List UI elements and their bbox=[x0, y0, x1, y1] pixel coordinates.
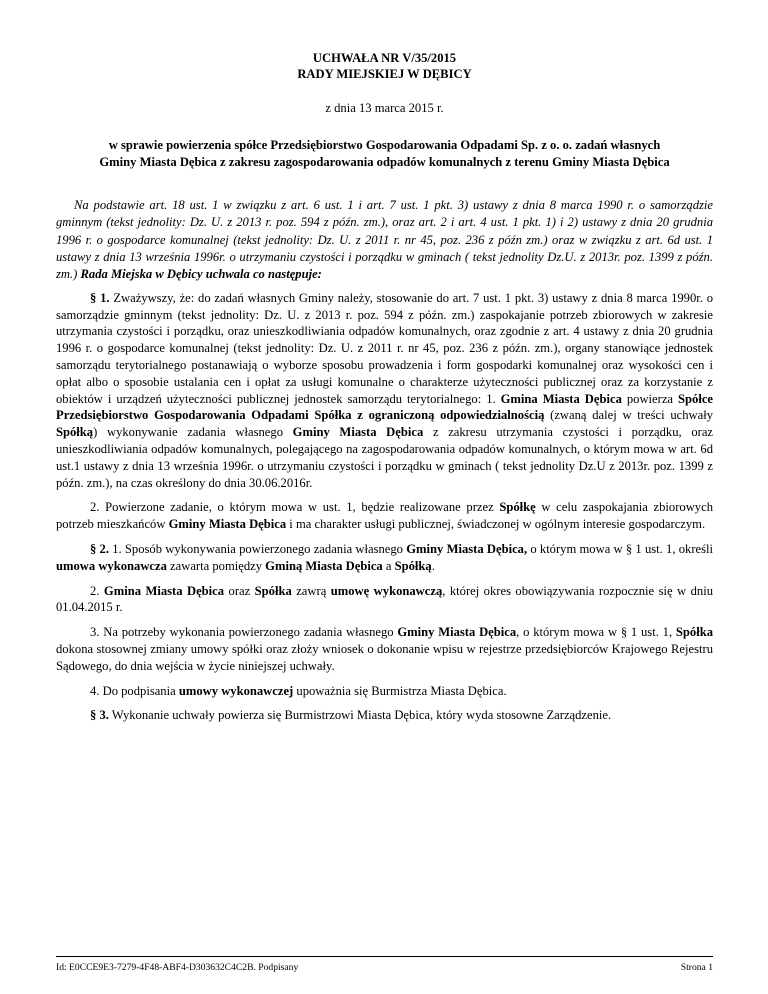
bold-text: umowę wykonawczą bbox=[330, 583, 443, 598]
resolution-title bbox=[56, 50, 713, 82]
section-2-marker: § 2. bbox=[90, 541, 109, 556]
council-name: RADY MIEJSKIEJ W DĘBICY bbox=[297, 67, 472, 81]
text: , o którym mowa w § 1 ust. 1, bbox=[516, 625, 676, 640]
bold-text: umowa wykonawcza bbox=[56, 558, 167, 573]
text: powierza bbox=[621, 391, 679, 406]
resolution-date: z dnia 13 marca 2015 r. bbox=[325, 101, 444, 115]
text: a bbox=[382, 558, 395, 573]
resolution-subject bbox=[56, 137, 713, 171]
bold-text: Spółką bbox=[56, 425, 94, 440]
text: zawarta pomiędzy bbox=[166, 558, 266, 573]
section-2-paragraph-4 bbox=[56, 683, 713, 700]
text: 2. bbox=[90, 583, 104, 598]
subject-line-2: Gminy Miasta Dębica z zakresu zagospodarowania odpadów komunalnych z terenu Gminy Miasta Dębica bbox=[99, 154, 670, 169]
bold-text: Spółką bbox=[394, 558, 432, 573]
text: 1. Sposób wykonywania powierzonego zadania własnego bbox=[108, 541, 407, 556]
text: dokona stosownej zmiany umowy spółki oraz złoży wniosek o dokonanie wpisu w rejestrze przedsiębiorców Krajowego Rejestru Sądowego, do dnia wejścia w życie niniejszej uchwały. bbox=[56, 641, 713, 673]
bold-text: Gminą Miasta Dębica bbox=[265, 558, 383, 573]
preamble-text: Na podstawie art. 18 ust. 1 w związku z art. 6 ust. 1 i art. 7 ust. 1 pkt. 3) ustawy z dnia 8 marca 1990 r. o samorządzie gminnym (tekst jednolity: Dz. U. z 2013 r. poz. 594 z późn. zm.), oraz art. 2 i art. 4 ust. 1 pkt. 1) i 2) ustawy z dnia 20 grudnia 1996 r. o gospodarce komunalnej (tekst jednolity: Dz. U. z 2011 r. nr 45, poz. 236 z późn zm.) oraz w związku z art. 6d ust. 1 ustawy z dnia 13 września 1996r. o utrzymaniu czystości i porządku w gminach ( tekst jednolity Dz.U. z 2013r. poz. 1399 z późn. zm.) bbox=[56, 197, 713, 282]
section-1-paragraph-1 bbox=[56, 290, 713, 492]
text: (zwaną dalej w treści uchwały bbox=[544, 408, 713, 423]
text: Zważywszy, że: do zadań własnych Gminy należy, stosowanie do art. 7 ust. 1 pkt. 3) ustawy z dnia 8 marca 1990r. o samorządzie gminnym (tekst jednolity: Dz. U. z 2013 r. poz. 594 z późn. zm.) zaspokajanie potrzeb zbiorowych w zakresie utrzymania czystości i porządku, oraz unieszkodliwiania odpadów komunalnych, oraz zgodnie z art. 4 ustawy z dnia 20 grudnia 1996 r. o gospodarce komunalnej (tekst jednolity: Dz. U. z 2011 r. nr 45, poz. 236 z późn. zm.), organy stanowiące jednostek samorządu terytorialnego postanawiają o wyborze sposobu prowadzenia i form gospodarki komunalnej oraz wysokości cen i opłat albo o sposobie ustalania cen i opłat za usługi komunalne o charakterze użyteczności publicznej oraz za korzystanie z obiektów i urządzeń użyteczności publicznej jednostek samorządu terytorialnego: 1. bbox=[56, 290, 713, 406]
bold-text: Gminy Miasta Dębica, bbox=[406, 541, 528, 556]
section-3-paragraph bbox=[56, 707, 713, 724]
text: z zakresu utrzymania czystości i porządku, oraz unieszkodliwiania odpadów komunalnych, polegającego na zagospodarowania odpadów komunalnych, o którym mowa w art. 6d ust.1 ustawy z dnia 13 września 1996r. o utrzymaniu czystości i porządku w gminach ( tekst jednolity Dz.U z 2013r. poz. 1399 z późn. zm.), na czas określony do dnia 30.06.2016r. bbox=[56, 425, 714, 490]
bold-text: Spółkę bbox=[499, 500, 536, 515]
page-footer bbox=[56, 956, 713, 974]
text: . bbox=[431, 558, 435, 573]
text: 3. Na potrzeby wykonania powierzonego zadania własnego bbox=[90, 625, 398, 640]
preamble bbox=[56, 197, 713, 284]
text: o którym mowa w § 1 ust. 1, określi bbox=[527, 541, 713, 556]
document-content bbox=[56, 44, 713, 724]
bold-text: Gminy Miasta Dębica bbox=[168, 517, 287, 532]
bold-text: Gmina Miasta Dębica bbox=[500, 391, 622, 406]
bold-text: Spółka bbox=[254, 583, 292, 598]
text: 2. Powierzone zadanie, o którym mowa w ust. 1, będzie realizowane przez bbox=[90, 500, 500, 515]
text: w celu zaspokajania zbiorowych potrzeb mieszkańców bbox=[56, 500, 713, 532]
text: Wykonanie uchwały powierza się Burmistrzowi Miasta Dębica, który wyda stosowne Zarządzenie. bbox=[108, 708, 612, 723]
text: oraz bbox=[224, 583, 255, 598]
preamble-resolution-clause: Rada Miejska w Dębicy uchwala co następuje: bbox=[80, 267, 322, 282]
bold-text: Spółce Przedsiębiorstwo Gospodarowania Odpadami Spółka z ograniczoną odpowiedzialnością bbox=[56, 391, 713, 423]
section-1-paragraph-2 bbox=[56, 499, 713, 533]
text: ) wykonywanie zadania własnego bbox=[93, 425, 293, 440]
bold-text: Gminy Miasta Dębica bbox=[397, 625, 517, 640]
text: upoważnia się Burmistrza Miasta Dębica. bbox=[293, 683, 507, 698]
section-1-marker: § 1. bbox=[90, 290, 110, 305]
page-number: Strona 1 bbox=[680, 962, 713, 973]
bold-text: Gmina Miasta Dębica bbox=[103, 583, 225, 598]
document-id: Id: E0CCE9E3-7279-4F48-ABF4-D303632C4C2B. Podpisany bbox=[56, 962, 299, 973]
section-2-paragraph-2 bbox=[56, 583, 713, 617]
section-2-paragraph-3 bbox=[56, 624, 713, 674]
text: i ma charakter usługi publicznej, świadczonej w ogólnym interesie gospodarczym. bbox=[286, 517, 706, 532]
resolution-number: UCHWAŁA NR V/35/2015 bbox=[312, 51, 457, 65]
text: zawrą bbox=[291, 583, 331, 598]
text: 4. Do podpisania bbox=[90, 683, 179, 698]
bold-text: umowy wykonawczej bbox=[178, 683, 294, 698]
bold-text: Gminy Miasta Dębica bbox=[292, 425, 424, 440]
section-2-paragraph-1 bbox=[56, 541, 713, 575]
section-3-marker: § 3. bbox=[90, 708, 109, 723]
text: , której okres obowiązywania rozpocznie się w dniu 01.04.2015 r. bbox=[56, 583, 713, 615]
bold-text: Spółka bbox=[675, 625, 713, 640]
subject-line-1: w sprawie powierzenia spółce Przedsiębiorstwo Gospodarowania Odpadami Sp. z o. o. zadań własnych bbox=[108, 137, 661, 152]
